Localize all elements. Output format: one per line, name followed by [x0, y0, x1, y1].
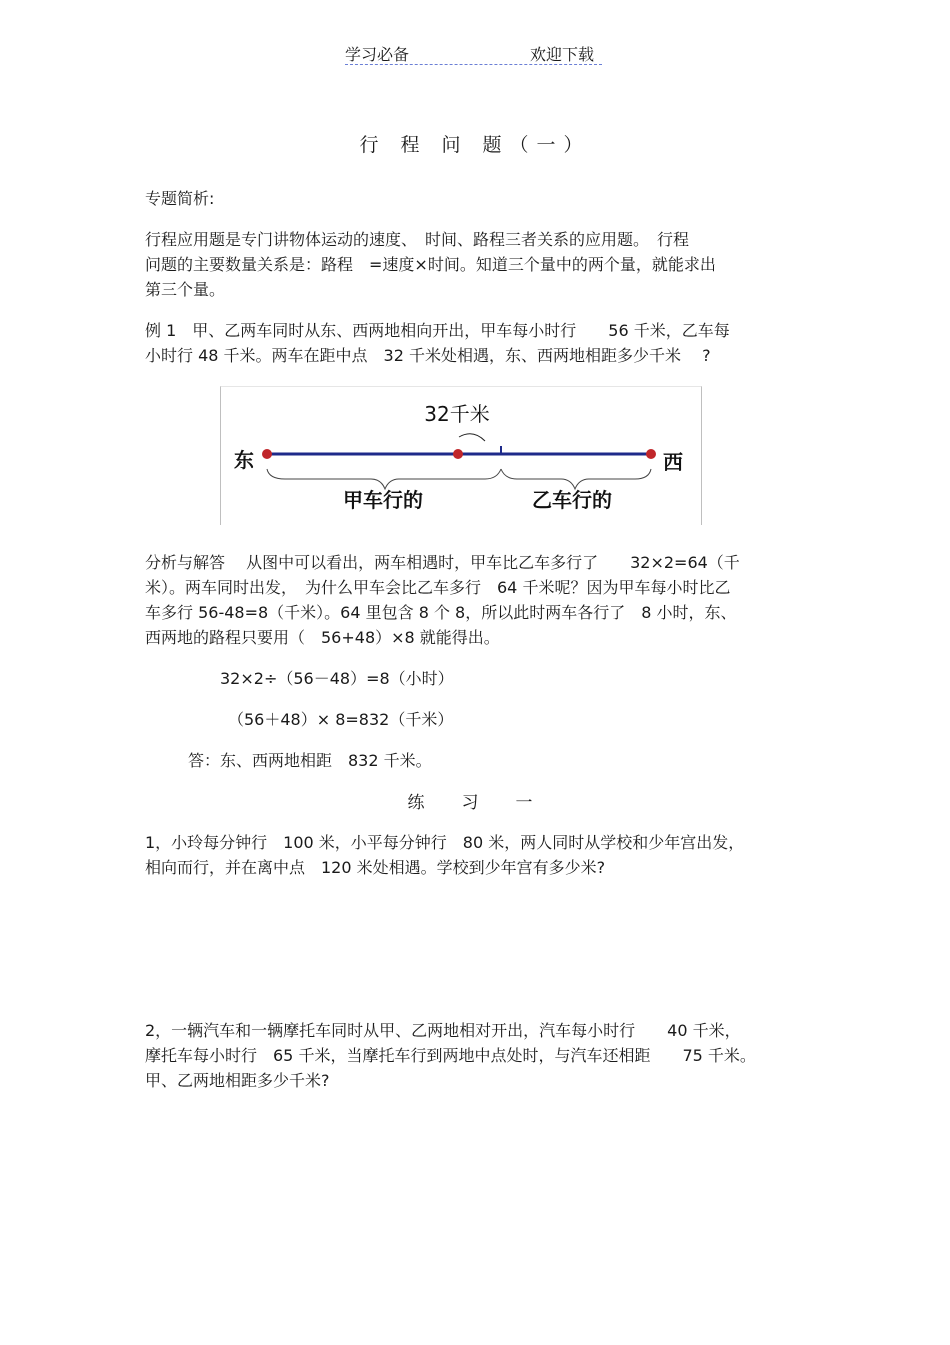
intro-line-1: 行程应用题是专门讲物体运动的速度、 时间、路程三者关系的应用题。 行程 — [145, 230, 690, 249]
intro-line-2: 问题的主要数量关系是：路程 =速度×时间。知道三个量中的两个量，就能求出 — [145, 255, 716, 274]
analysis-line-3: 车多行 56-48=8（千米）。64 里包含 8 个 8，所以此时两车各行了 8 小时，东、 — [145, 603, 737, 622]
header-left-text: 学习必备 — [345, 45, 410, 64]
problem-2-line-1: 2，一辆汽车和一辆摩托车同时从甲、乙两地相对开出，汽车每小时行 40 千米， — [145, 1021, 741, 1040]
equation-1: 32×2÷（56－48）=8（小时） — [220, 669, 454, 688]
analysis-line-2: 米）。两车同时出发， 为什么甲车会比乙车多行 64 千米呢？因为甲车每小时比乙 — [145, 578, 731, 597]
example-line-1: 例 1 甲、乙两车同时从东、西两地相向开出，甲车每小时行 56 千米，乙车每 — [145, 321, 730, 340]
problem-1-line-2: 相向而行，并在离中点 120 米处相遇。学校到少年宫有多少米? — [145, 858, 606, 877]
problem-2-line-3: 甲、乙两地相距多少千米? — [145, 1071, 330, 1090]
intro-line-3: 第三个量。 — [145, 280, 226, 299]
brace-left — [267, 469, 501, 489]
distance-arc — [459, 434, 485, 441]
answer-text: 答：东、西两地相距 832 千米。 — [188, 751, 432, 770]
example-line-2: 小时行 48 千米。两车在距中点 32 千米处相遇，东、西两地相距多少千米 ? — [145, 346, 711, 365]
west-label: 西 — [663, 450, 683, 474]
west-dot — [646, 449, 656, 459]
analysis-line-4: 西两地的路程只要用（ 56+48）×8 就能得出。 — [145, 628, 500, 647]
page-header — [345, 42, 602, 65]
equation-2: （56＋48）× 8=832（千米） — [228, 710, 454, 729]
brace-right — [501, 469, 651, 489]
east-label: 东 — [234, 448, 254, 472]
practice-title: 练 习 一 — [407, 793, 543, 813]
brace-left-label: 甲车行的 — [343, 488, 423, 512]
problem-1-line-1: 1，小玲每分钟行 100 米，小平每分钟行 80 米，两人同时从学校和少年宫出发， — [145, 833, 745, 852]
brace-right-label: 乙车行的 — [532, 488, 612, 512]
problem-2-line-2: 摩托车每小时行 65 千米，当摩托车行到两地中点处时，与汽车还相距 75 千米。 — [145, 1046, 756, 1065]
route-diagram — [220, 386, 702, 525]
route-diagram-svg — [221, 387, 701, 525]
meeting-dot — [453, 449, 463, 459]
page-title: 行 程 问 题（一） — [359, 134, 591, 156]
header-right-text: 欢迎下载 — [530, 45, 595, 64]
distance-label: 32千米 — [424, 402, 490, 426]
section-label: 专题简析: — [145, 189, 215, 208]
east-dot — [262, 449, 272, 459]
analysis-line-1: 分析与解答 从图中可以看出，两车相遇时，甲车比乙车多行了 32×2=64（千 — [145, 553, 740, 572]
